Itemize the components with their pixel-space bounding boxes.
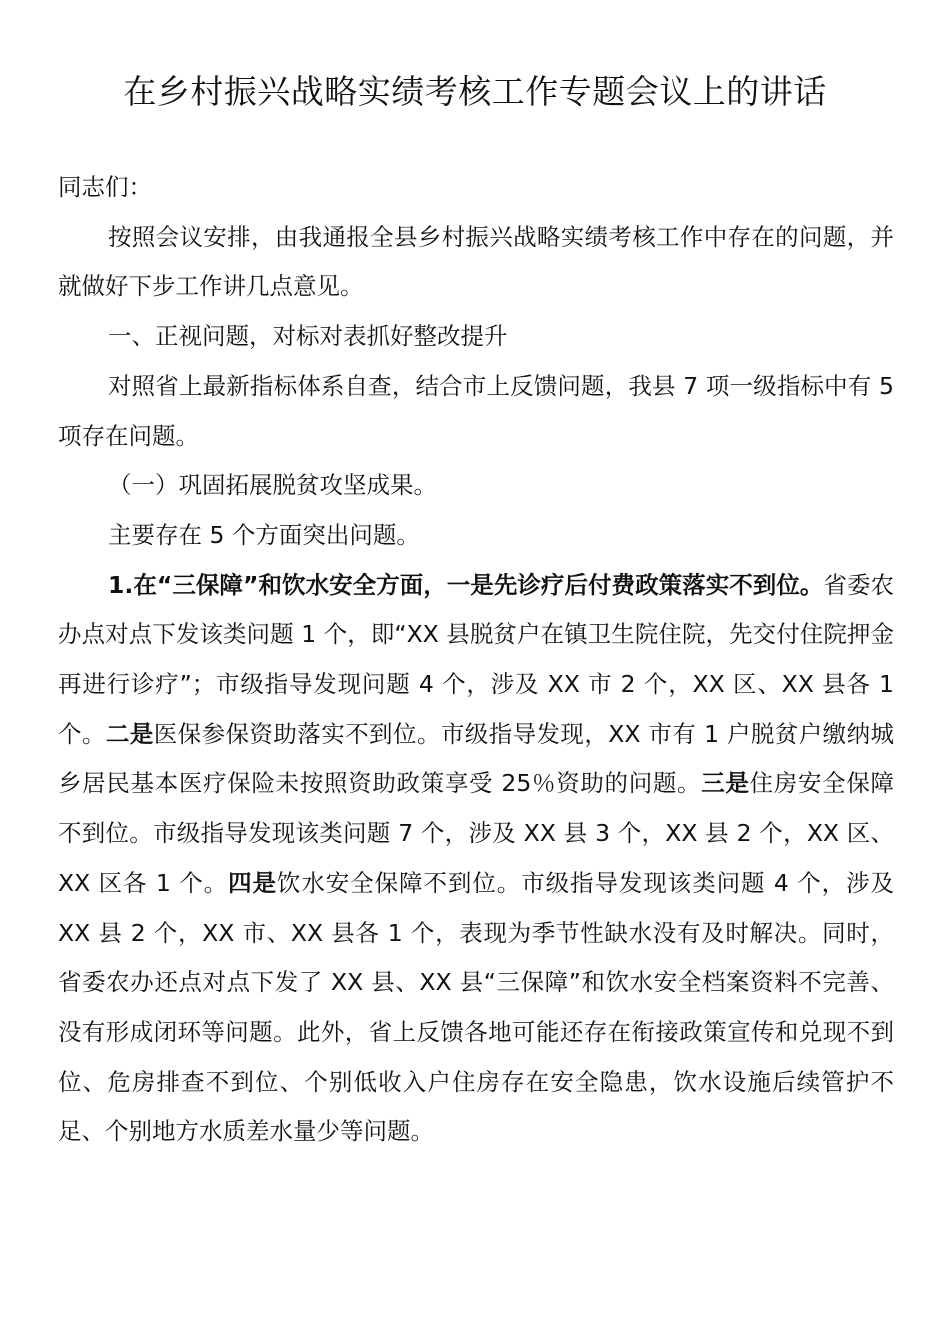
subsection-heading-1: （一）巩固拓展脱贫攻坚成果。 (108, 471, 437, 500)
paragraph-overview: 对照省上最新指标体系自查，结合市上反馈问题，我县 7 项一级指标中有 5 项存在问题。 (58, 371, 894, 450)
bold-marker: 四是 (228, 868, 277, 897)
text: 住房安全保障不到位。市级指导发现该类问题 7 个，涉及 XX 县 3 个，XX 县 2 个，XX 区、XX 区各 1 个。 (58, 769, 895, 897)
section-heading-1: 一、正视问题，对标对表抓好整改提升 (108, 322, 508, 351)
paragraph-details (58, 561, 894, 1157)
bold-marker: 三是 (701, 769, 750, 798)
salutation: 同志们： (58, 173, 152, 201)
bold-lead: 1.在“三保障”和饮水安全方面，一是先诊疗后付费政策落实不到位。 (108, 570, 824, 599)
text: 饮水安全保障不到位。市级指导发现该类问题 4 个，涉及 XX 县 2 个，XX 市、XX 县各 1 个，表现为季节性缺水没有及时解决。同时，省委农办还点对点下发了 XX 县、XX 县“三保障”和饮水安全档案资料不完善、没有形成闭环等问题。此外，省上反馈各地可能还存在衔接政策宣传和兑现不到位、危房排查不到位、个别低收入户住房存在安全隐患，饮水设施后续管护不足、个别地方水质差水量少等问题。 (58, 868, 895, 1146)
paragraph-intro: 按照会议安排，由我通报全县乡村振兴战略实绩考核工作中存在的问题，并就做好下步工作讲几点意见。 (58, 222, 894, 301)
bold-marker: 二是 (105, 719, 154, 748)
paragraph-summary: 主要存在 5 个方面突出问题。 (108, 520, 420, 549)
text: 医保参保资助落实不到位。市级指导发现，XX 市有 1 户脱贫户缴纳城乡居民基本医疗保险未按照资助政策享受 25％资助的问题。 (58, 719, 895, 798)
document-body (58, 163, 894, 1157)
document-title: 在乡村振兴战略实绩考核工作专题会议上的讲话 (123, 72, 827, 111)
text: 省委农办点对点下发该类问题 1 个，即“XX 县脱贫户在镇卫生院住院，先交付住院押金再进行诊疗”；市级指导发现问题 4 个，涉及 XX 市 2 个，XX 区、XX 县各 1 个。 (58, 570, 895, 748)
